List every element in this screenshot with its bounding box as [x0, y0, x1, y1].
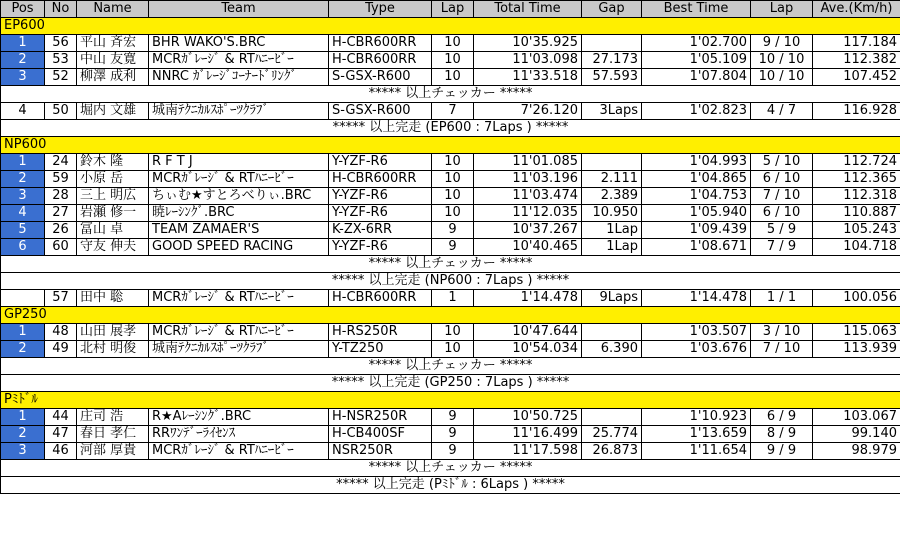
rider-name-cell: 柳澤 成利	[77, 69, 149, 86]
col-gap-header: Gap	[582, 1, 642, 18]
finish-note-row	[1, 477, 900, 494]
gap-cell: 1Lap	[582, 222, 642, 239]
best-lap-cell: 9 / 10	[751, 35, 813, 52]
team-cell: MCRｶﾞﾚｰｼﾞ & RTﾊﾆｰﾋﾞｰ	[149, 443, 329, 460]
best-time-cell: 1'07.804	[642, 69, 751, 86]
finish-note-row	[1, 273, 900, 290]
finish-note: ***** 以上完走 (GP250 : 7Laps ) *****	[1, 375, 900, 392]
best-time-cell: 1'04.993	[642, 154, 751, 171]
team-cell: R★Aﾚｰｼﾝｸﾞ.BRC	[149, 409, 329, 426]
lap-count-cell: 10	[432, 188, 474, 205]
checker-note: ***** 以上チェッカー *****	[1, 460, 900, 477]
team-cell: R F T J	[149, 154, 329, 171]
finish-note: ***** 以上完走 (Pﾐﾄﾞﾙ : 6Laps ) *****	[1, 477, 900, 494]
result-row	[1, 154, 900, 171]
team-cell: MCRｶﾞﾚｰｼﾞ & RTﾊﾆｰﾋﾞｰ	[149, 324, 329, 341]
result-row	[1, 222, 900, 239]
best-time-cell: 1'10.923	[642, 409, 751, 426]
rider-name-cell: 守友 伸夫	[77, 239, 149, 256]
average-speed-cell: 115.063	[813, 324, 900, 341]
lap-count-cell: 7	[432, 103, 474, 120]
finish-note: ***** 以上完走 (NP600 : 7Laps ) *****	[1, 273, 900, 290]
rider-name-cell: 岩瀬 修一	[77, 205, 149, 222]
lap-count-cell: 10	[432, 52, 474, 69]
rider-name-cell: 冨山 卓	[77, 222, 149, 239]
position-cell: 2	[1, 52, 45, 69]
lap-count-cell: 9	[432, 409, 474, 426]
result-row	[1, 69, 900, 86]
lap-count-cell: 9	[432, 239, 474, 256]
finish-note-row	[1, 120, 900, 137]
team-cell: GOOD SPEED RACING	[149, 239, 329, 256]
number-cell: 60	[45, 239, 77, 256]
machine-type-cell: H-CBR600RR	[329, 52, 432, 69]
best-lap-cell: 7 / 10	[751, 188, 813, 205]
class-header-row	[1, 18, 900, 35]
best-time-cell: 1'11.654	[642, 443, 751, 460]
position-cell: 3	[1, 69, 45, 86]
gap-cell	[582, 154, 642, 171]
best-time-cell: 1'13.659	[642, 426, 751, 443]
average-speed-cell: 104.718	[813, 239, 900, 256]
total-time-cell: 7'26.120	[474, 103, 582, 120]
total-time-cell: 11'16.499	[474, 426, 582, 443]
best-time-cell: 1'05.109	[642, 52, 751, 69]
result-row	[1, 103, 900, 120]
best-time-cell: 1'04.753	[642, 188, 751, 205]
rider-name-cell: 春日 孝仁	[77, 426, 149, 443]
col-type-header: Type	[329, 1, 432, 18]
rider-name-cell: 庄司 浩	[77, 409, 149, 426]
team-cell: 暁ﾚｰｼﾝｸﾞ.BRC	[149, 205, 329, 222]
average-speed-cell: 117.184	[813, 35, 900, 52]
lap-count-cell: 1	[432, 290, 474, 307]
col-name-header: Name	[77, 1, 149, 18]
checker-note: ***** 以上チェッカー *****	[1, 256, 900, 273]
machine-type-cell: NSR250R	[329, 443, 432, 460]
average-speed-cell: 112.318	[813, 188, 900, 205]
average-speed-cell: 105.243	[813, 222, 900, 239]
rider-name-cell: 北村 明俊	[77, 341, 149, 358]
results-body	[1, 18, 900, 494]
machine-type-cell: H-CBR600RR	[329, 35, 432, 52]
number-cell: 26	[45, 222, 77, 239]
gap-cell: 2.389	[582, 188, 642, 205]
lap-count-cell: 9	[432, 443, 474, 460]
gap-cell: 1Lap	[582, 239, 642, 256]
col-average-speed-header: Ave.(Km/h)	[813, 1, 900, 18]
position-cell: 3	[1, 443, 45, 460]
gap-cell	[582, 35, 642, 52]
checker-note-row	[1, 86, 900, 103]
number-cell: 53	[45, 52, 77, 69]
machine-type-cell: Y-TZ250	[329, 341, 432, 358]
gap-cell: 3Laps	[582, 103, 642, 120]
finish-note-row	[1, 375, 900, 392]
average-speed-cell: 98.979	[813, 443, 900, 460]
average-speed-cell: 112.365	[813, 171, 900, 188]
average-speed-cell: 99.140	[813, 426, 900, 443]
result-row	[1, 290, 900, 307]
number-cell: 57	[45, 290, 77, 307]
team-cell: MCRｶﾞﾚｰｼﾞ & RTﾊﾆｰﾋﾞｰ	[149, 171, 329, 188]
best-lap-cell: 1 / 1	[751, 290, 813, 307]
result-row	[1, 443, 900, 460]
total-time-cell: 11'03.098	[474, 52, 582, 69]
average-speed-cell: 103.067	[813, 409, 900, 426]
total-time-cell: 10'47.644	[474, 324, 582, 341]
best-time-cell: 1'02.700	[642, 35, 751, 52]
best-lap-cell: 7 / 9	[751, 239, 813, 256]
machine-type-cell: K-ZX-6RR	[329, 222, 432, 239]
total-time-cell: 10'40.465	[474, 239, 582, 256]
checker-note-row	[1, 460, 900, 477]
header-row	[1, 1, 900, 18]
finish-note: ***** 以上完走 (EP600 : 7Laps ) *****	[1, 120, 900, 137]
col-no-header: No	[45, 1, 77, 18]
lap-count-cell: 10	[432, 341, 474, 358]
rider-name-cell: 平山 斉宏	[77, 35, 149, 52]
result-row	[1, 324, 900, 341]
result-row	[1, 171, 900, 188]
machine-type-cell: H-RS250R	[329, 324, 432, 341]
lap-count-cell: 9	[432, 426, 474, 443]
gap-cell: 2.111	[582, 171, 642, 188]
col-lap-header: Lap	[432, 1, 474, 18]
machine-type-cell: Y-YZF-R6	[329, 239, 432, 256]
best-lap-cell: 6 / 10	[751, 205, 813, 222]
best-time-cell: 1'14.478	[642, 290, 751, 307]
position-cell: 1	[1, 409, 45, 426]
rider-name-cell: 小原 岳	[77, 171, 149, 188]
number-cell: 50	[45, 103, 77, 120]
machine-type-cell: H-CBR600RR	[329, 290, 432, 307]
rider-name-cell: 鈴木 隆	[77, 154, 149, 171]
average-speed-cell: 107.452	[813, 69, 900, 86]
best-time-cell: 1'05.940	[642, 205, 751, 222]
number-cell: 27	[45, 205, 77, 222]
lap-count-cell: 10	[432, 35, 474, 52]
average-speed-cell: 110.887	[813, 205, 900, 222]
number-cell: 24	[45, 154, 77, 171]
position-cell: 6	[1, 239, 45, 256]
result-row	[1, 52, 900, 69]
best-lap-cell: 6 / 10	[751, 171, 813, 188]
col-team-header: Team	[149, 1, 329, 18]
result-row	[1, 426, 900, 443]
machine-type-cell: H-CBR600RR	[329, 171, 432, 188]
position-cell: 2	[1, 426, 45, 443]
lap-count-cell: 10	[432, 205, 474, 222]
result-row	[1, 35, 900, 52]
checker-note-row	[1, 256, 900, 273]
col-best-lap-header: Lap	[751, 1, 813, 18]
total-time-cell: 11'33.518	[474, 69, 582, 86]
col-best-time-header: Best Time	[642, 1, 751, 18]
average-speed-cell: 113.939	[813, 341, 900, 358]
result-row	[1, 188, 900, 205]
col-pos-header: Pos	[1, 1, 45, 18]
best-lap-cell: 5 / 9	[751, 222, 813, 239]
gap-cell: 9Laps	[582, 290, 642, 307]
best-time-cell: 1'04.865	[642, 171, 751, 188]
machine-type-cell: Y-YZF-R6	[329, 205, 432, 222]
col-total-time-header: Total Time	[474, 1, 582, 18]
best-lap-cell: 10 / 10	[751, 69, 813, 86]
position-cell: 1	[1, 154, 45, 171]
class-header-row	[1, 137, 900, 154]
rider-name-cell: 田中 聡	[77, 290, 149, 307]
lap-count-cell: 9	[432, 222, 474, 239]
machine-type-cell: Y-YZF-R6	[329, 154, 432, 171]
rider-name-cell: 中山 友寛	[77, 52, 149, 69]
machine-type-cell: S-GSX-R600	[329, 103, 432, 120]
position-cell: 1	[1, 35, 45, 52]
checker-note: ***** 以上チェッカー *****	[1, 358, 900, 375]
gap-cell	[582, 409, 642, 426]
best-lap-cell: 3 / 10	[751, 324, 813, 341]
average-speed-cell: 112.724	[813, 154, 900, 171]
best-lap-cell: 4 / 7	[751, 103, 813, 120]
team-cell: MCRｶﾞﾚｰｼﾞ & RTﾊﾆｰﾋﾞｰ	[149, 52, 329, 69]
gap-cell	[582, 324, 642, 341]
team-cell: NNRC ｶﾞﾚｰｼﾞｺｰﾅｰﾄﾞﾘﾝｸﾞ	[149, 69, 329, 86]
gap-cell: 10.950	[582, 205, 642, 222]
rider-name-cell: 河部 厚貴	[77, 443, 149, 460]
gap-cell: 57.593	[582, 69, 642, 86]
result-row	[1, 409, 900, 426]
best-time-cell: 1'09.439	[642, 222, 751, 239]
best-lap-cell: 9 / 9	[751, 443, 813, 460]
total-time-cell: 11'03.474	[474, 188, 582, 205]
rider-name-cell: 山田 展孝	[77, 324, 149, 341]
checker-note-row	[1, 358, 900, 375]
gap-cell: 26.873	[582, 443, 642, 460]
team-cell: BHR WAKO'S.BRC	[149, 35, 329, 52]
team-cell: RRﾜﾝﾃﾞｰﾗｲｾﾝｽ	[149, 426, 329, 443]
position-cell: 3	[1, 188, 45, 205]
team-cell: 城南ﾃｸﾆｶﾙｽﾎﾟｰﾂｸﾗﾌﾞ	[149, 341, 329, 358]
rider-name-cell: 堀内 文雄	[77, 103, 149, 120]
machine-type-cell: H-NSR250R	[329, 409, 432, 426]
lap-count-cell: 10	[432, 324, 474, 341]
team-cell: TEAM ZAMAER'S	[149, 222, 329, 239]
gap-cell: 6.390	[582, 341, 642, 358]
total-time-cell: 10'37.267	[474, 222, 582, 239]
result-row	[1, 341, 900, 358]
checker-note: ***** 以上チェッカー *****	[1, 86, 900, 103]
class-name: Pﾐﾄﾞﾙ	[1, 392, 900, 409]
best-lap-cell: 5 / 10	[751, 154, 813, 171]
average-speed-cell: 112.382	[813, 52, 900, 69]
best-lap-cell: 6 / 9	[751, 409, 813, 426]
machine-type-cell: S-GSX-R600	[329, 69, 432, 86]
total-time-cell: 10'54.034	[474, 341, 582, 358]
number-cell: 28	[45, 188, 77, 205]
best-time-cell: 1'03.507	[642, 324, 751, 341]
result-row	[1, 239, 900, 256]
team-cell: MCRｶﾞﾚｰｼﾞ & RTﾊﾆｰﾋﾞｰ	[149, 290, 329, 307]
rider-name-cell: 三上 明広	[77, 188, 149, 205]
class-name: EP600	[1, 18, 900, 35]
number-cell: 44	[45, 409, 77, 426]
position-cell: 1	[1, 324, 45, 341]
number-cell: 48	[45, 324, 77, 341]
lap-count-cell: 10	[432, 154, 474, 171]
number-cell: 59	[45, 171, 77, 188]
average-speed-cell: 100.056	[813, 290, 900, 307]
average-speed-cell: 116.928	[813, 103, 900, 120]
best-time-cell: 1'02.823	[642, 103, 751, 120]
gap-cell: 27.173	[582, 52, 642, 69]
class-name: GP250	[1, 307, 900, 324]
position-cell	[1, 290, 45, 307]
class-header-row	[1, 307, 900, 324]
total-time-cell: 11'17.598	[474, 443, 582, 460]
position-cell: 2	[1, 171, 45, 188]
best-lap-cell: 10 / 10	[751, 52, 813, 69]
number-cell: 52	[45, 69, 77, 86]
class-header-row	[1, 392, 900, 409]
position-cell: 2	[1, 341, 45, 358]
total-time-cell: 10'50.725	[474, 409, 582, 426]
number-cell: 49	[45, 341, 77, 358]
total-time-cell: 11'03.196	[474, 171, 582, 188]
total-time-cell: 11'12.035	[474, 205, 582, 222]
position-cell: 4	[1, 103, 45, 120]
number-cell: 46	[45, 443, 77, 460]
total-time-cell: 11'01.085	[474, 154, 582, 171]
number-cell: 56	[45, 35, 77, 52]
best-time-cell: 1'03.676	[642, 341, 751, 358]
result-row	[1, 205, 900, 222]
team-cell: 城南ﾃｸﾆｶﾙｽﾎﾟｰﾂｸﾗﾌﾞ	[149, 103, 329, 120]
total-time-cell: 10'35.925	[474, 35, 582, 52]
team-cell: ちぃむ★すとろべりぃ.BRC	[149, 188, 329, 205]
best-lap-cell: 7 / 10	[751, 341, 813, 358]
number-cell: 47	[45, 426, 77, 443]
best-time-cell: 1'08.671	[642, 239, 751, 256]
machine-type-cell: H-CB400SF	[329, 426, 432, 443]
class-name: NP600	[1, 137, 900, 154]
total-time-cell: 1'14.478	[474, 290, 582, 307]
lap-count-cell: 10	[432, 69, 474, 86]
lap-count-cell: 10	[432, 171, 474, 188]
machine-type-cell: Y-YZF-R6	[329, 188, 432, 205]
position-cell: 4	[1, 205, 45, 222]
best-lap-cell: 8 / 9	[751, 426, 813, 443]
position-cell: 5	[1, 222, 45, 239]
gap-cell: 25.774	[582, 426, 642, 443]
